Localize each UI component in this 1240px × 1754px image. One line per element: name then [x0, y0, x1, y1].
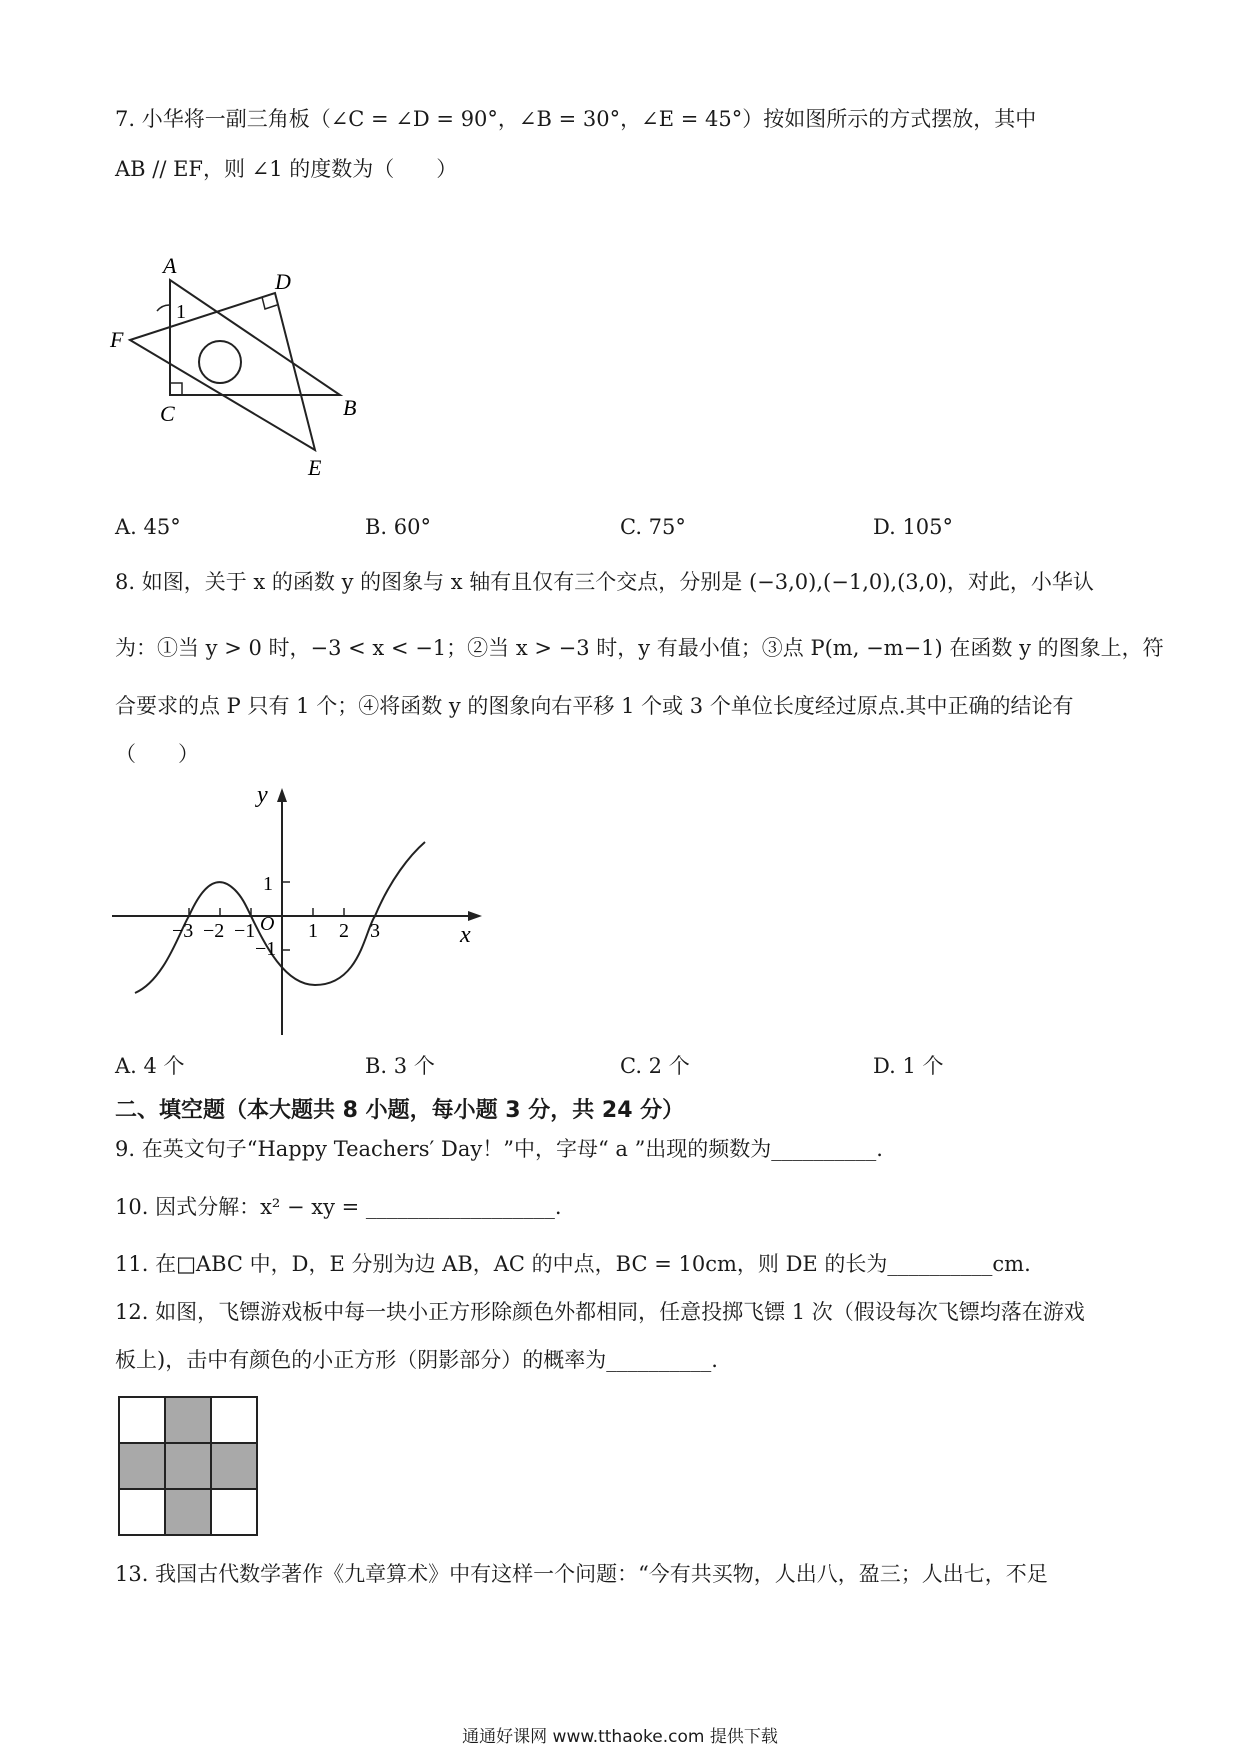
graph-tick-y-neg1: −1 [255, 938, 277, 960]
q8-line2: 为：①当 y > 0 时，−3 < x < −1；②当 x > −3 时，y 有最小值；③点 P(m, −m−1) 在函数 y 的图象上，符 [115, 636, 1164, 660]
section-2-heading: 二、填空题（本大题共 8 小题，每小题 3 分，共 24 分） [115, 1098, 685, 1123]
q8-option-c: C. 2 个 [620, 1054, 690, 1078]
q7-option-c: C. 75° [620, 515, 686, 539]
graph-tick-x-neg2: −2 [203, 920, 225, 942]
q8-line4: （ ） [115, 742, 199, 766]
q12-dart-board [116, 1394, 262, 1540]
q9: 9. 在英文句子“Happy Teachers′ Day！”中，字母“ a ”出现的频数为__________. [115, 1137, 883, 1161]
graph-tick-x-1: 1 [308, 920, 318, 942]
q12-line2: 板上)，击中有颜色的小正方形（阴影部分）的概率为__________. [115, 1348, 718, 1372]
page-footer: 通通好课网 www.tthaoke.com 提供下载 [462, 1727, 778, 1747]
graph-tick-x-2: 2 [339, 920, 349, 942]
q13-line1: 13. 我国古代数学著作《九章算术》中有这样一个问题：“今有共买物，人出八，盈三；人出七，不足 [115, 1562, 1048, 1586]
graph-x-label: x [460, 922, 471, 948]
graph-tick-x-3: 3 [370, 920, 380, 942]
label-C: C [160, 401, 175, 426]
q7-line2: AB // EF，则 ∠1 的度数为（ ） [115, 157, 458, 181]
q11: 11. 在□ABC 中，D，E 分别为边 AB，AC 的中点，BC = 10cm，则 DE 的长为__________cm. [115, 1252, 1031, 1276]
graph-tick-y-1: 1 [263, 873, 273, 895]
q8-line3: 合要求的点 P 只有 1 个；④将函数 y 的图象向右平移 1 个或 3 个单位长度经过原点.其中正确的结论有 [115, 694, 1074, 718]
q8-option-d: D. 1 个 [873, 1054, 944, 1078]
q8-function-graph [110, 780, 490, 1040]
q8-option-b: B. 3 个 [365, 1054, 435, 1078]
shaded-square [165, 1489, 211, 1535]
blank-square [119, 1489, 165, 1535]
graph-tick-x-neg3: −3 [172, 920, 194, 942]
q10: 10. 因式分解：x² − xy = __________________. [115, 1195, 562, 1219]
graph-y-label: y [257, 782, 268, 808]
q7-option-b: B. 60° [365, 515, 432, 539]
blank-square [211, 1397, 257, 1443]
label-D: D [275, 269, 291, 294]
label-E: E [308, 455, 322, 480]
graph-tick-x-neg1: −1 [234, 920, 256, 942]
blank-square [211, 1489, 257, 1535]
label-A: A [163, 255, 177, 278]
shaded-square [119, 1443, 165, 1489]
angle-1-label: 1 [176, 301, 186, 323]
shaded-square [165, 1397, 211, 1443]
q7-option-d: D. 105° [873, 515, 954, 539]
q8-option-a: A. 4 个 [115, 1054, 185, 1078]
shaded-square [165, 1443, 211, 1489]
q7-line1: 7. 小华将一副三角板（∠C = ∠D = 90°，∠B = 30°，∠E = 45°）按如图所示的方式摆放，其中 [115, 107, 1037, 131]
label-B: B [343, 395, 357, 420]
q7-option-a: A. 45° [115, 515, 181, 539]
q7-triangle-figure [105, 255, 425, 485]
q12-line1: 12. 如图，飞镖游戏板中每一块小正方形除颜色外都相同，任意投掷飞镖 1 次（假设每次飞镖均落在游戏 [115, 1300, 1085, 1324]
label-F: F [110, 327, 124, 352]
shaded-square [211, 1443, 257, 1489]
blank-square [119, 1397, 165, 1443]
q8-line1: 8. 如图，关于 x 的函数 y 的图象与 x 轴有且仅有三个交点，分别是 (−3,0),(−1,0),(3,0)，对此，小华认 [115, 570, 1094, 594]
graph-origin-label: O [260, 913, 275, 935]
